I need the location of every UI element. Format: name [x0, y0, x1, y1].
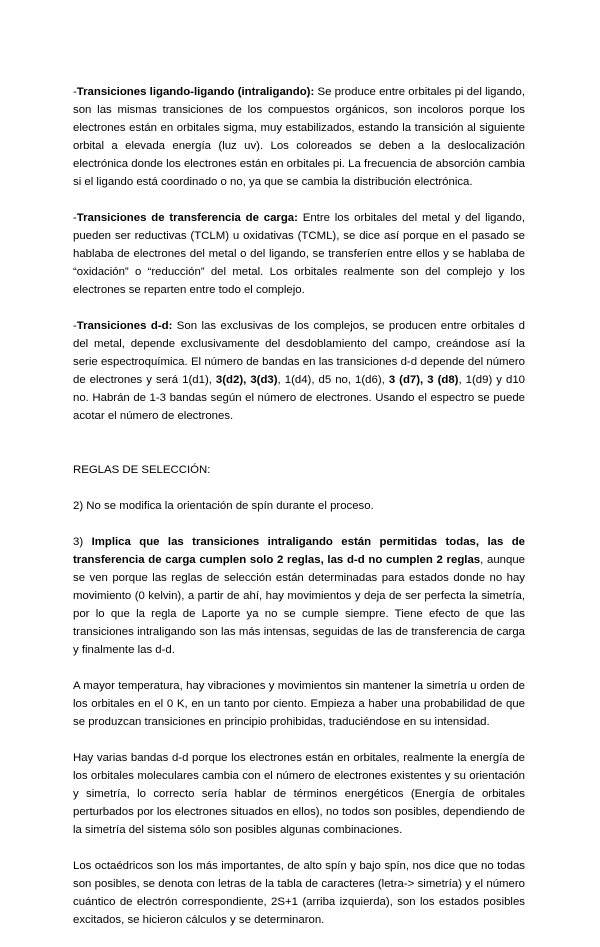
transferencia-text: Entre los orbitales del metal y del ligando, pueden ser reductivas (TCLM) u oxidativas (TCML), se dice así porque en el pasado se hablaba de electrones del metal o del ligando, se transferíen entre ellos y se hablaba de “oxidación” o “reducción” del metal. Los orbitales realmente son del complejo y los electrones se reparten entre todo el complejo.	[73, 212, 525, 296]
dd-bold-2: 3 (d7), 3 (d8)	[388, 374, 459, 386]
regla3-prefix: 3)	[73, 536, 92, 548]
regla3-bold: Implica que las transiciones intraligando están permitidas todas, las de transferencia de carga cumplen solo 2 reglas, las d-d no cumplen 2 reglas	[73, 536, 525, 566]
dd-text-3: , 1(d9) y d10 no. Habrán de 1-3 bandas según el número de electrones. Usando el espectro se puede acotar el número de electrones.	[73, 374, 525, 422]
paragraph-intraligando: -Transiciones ligando-ligando (intraligando): Se produce entre orbitales pi del ligando, son las mismas transiciones de los compuestos orgánicos, son incoloros porque los electrones están en orbitales sigma, muy estabilizados, estando la transición al siguiente orbital a elevada energía (luz uv). Los coloreados se deben a la deslocalización electrónica donde los electrones están en orbitales pi. La frecuencia de absorción cambia si el ligando está coordinado o no, ya que se cambia la distribución electrónica.	[73, 86, 526, 188]
paragraph-temperatura: A mayor temperatura, hay vibraciones y movimientos sin mantener la simetría u orden de los orbitales en el 0 K, en un tanto por ciento. Empieza a haber una probabilidad de que se produzcan transiciones en principio prohibidas, traduciéndose en su intensidad.	[73, 680, 525, 728]
dd-title: Transiciones d-d:	[76, 320, 173, 332]
paragraph-transferencia: -Transiciones de transferencia de carga: Entre los orbitales del metal y del ligando, pueden ser reductivas (TCLM) u oxidativas (TCML), se dice así porque en el pasado se hablaba de electrones del metal o del ligando, se transferíen entre ellos y se hablaba de “oxidación” o “reducción” del metal. Los orbitales realmente son del complejo y los electrones se reparten entre todo el complejo.	[73, 212, 525, 296]
document-page	[73, 83, 525, 947]
intraligando-text: Se produce entre orbitales pi del ligando, son las mismas transiciones de los compuestos orgánicos, son incoloros porque los electrones están en orbitales sigma, muy estabilizados, estando la transición al siguiente orbital a elevada energía (luz uv). Los coloreados se deben a la deslocalización electrónica donde los electrones están en orbitales pi. La frecuencia de absorción cambia si el ligando está coordinado o no, ya que se cambia la distribución electrónica.	[73, 86, 526, 188]
paragraph-dd: -Transiciones d-d: Son las exclusivas de los complejos, se producen entre orbitales d del metal, depende exclusivamente del desdoblamiento del campo, creándose así la serie espectroquímica. El número de bandas en las transiciones d-d depende del número de electrones y será 1(d1), 3(d2), 3(d3), 1(d4), d5 no, 1(d6), 3 (d7), 3 (d8), 1(d9) y d10 no. Habrán de 1-3 bandas según el número de electrones. Usando el espectro se puede acotar el número de electrones.	[73, 320, 525, 422]
dd-text-1: Son las exclusivas de los complejos, se producen entre orbitales d del metal, depende exclusivamente del desdoblamiento del campo, creándose así la serie espectroquímica. El número de bandas en las transiciones d-d depende del número de electrones y será 1(d1),	[73, 320, 525, 386]
dd-bold-1: 3(d2), 3(d3)	[215, 374, 278, 386]
paragraph-octaedricos: Los octaédricos son los más importantes, de alto spín y bajo spín, nos dice que no todas son posibles, se denota con letras de la tabla de caracteres (letra-> simetría) y el número cuántico de electrón correspondiente, 2S+1 (arriba izquierda), son los estados posibles excitados, se hicieron cálculos y se determinaron.	[73, 860, 525, 926]
paragraph-regla-2: 2) No se modifica la orientación de spín durante el proceso.	[73, 500, 374, 512]
reglas-heading: REGLAS DE SELECCIÓN:	[73, 464, 211, 476]
paragraph-regla-3	[73, 533, 525, 659]
intraligando-title: Transiciones ligando-ligando (intraligando):	[76, 86, 315, 98]
transferencia-title: Transiciones de transferencia de carga:	[76, 212, 298, 224]
regla3-text: , aunque se ven porque las reglas de selección están determinadas para estados donde no hay movimiento (0 kelvin), a partir de ahí, hay movimientos y deja de ser perfecta la simetría, por lo que la regla de Laporte ya no se cumple siempre. Tiene efecto de que las transiciones intraligando son las más intensas, seguidas de las de transferencia de carga y finalmente las d-d.	[73, 554, 525, 656]
paragraph-bandas: Hay varias bandas d-d porque los electrones están en orbitales, realmente la energía de los orbitales moleculares cambia con el número de electrones existentes y su orientación y simetría, lo correcto sería hablar de términos energéticos (Energía de orbitales perturbados por los electrones situados en ellos), no todos son posibles, dependiendo de la simetría del sistema sólo son posibles algunas combinaciones.	[73, 752, 525, 836]
dd-text-2: , 1(d4), d5 no, 1(d6),	[277, 374, 389, 386]
